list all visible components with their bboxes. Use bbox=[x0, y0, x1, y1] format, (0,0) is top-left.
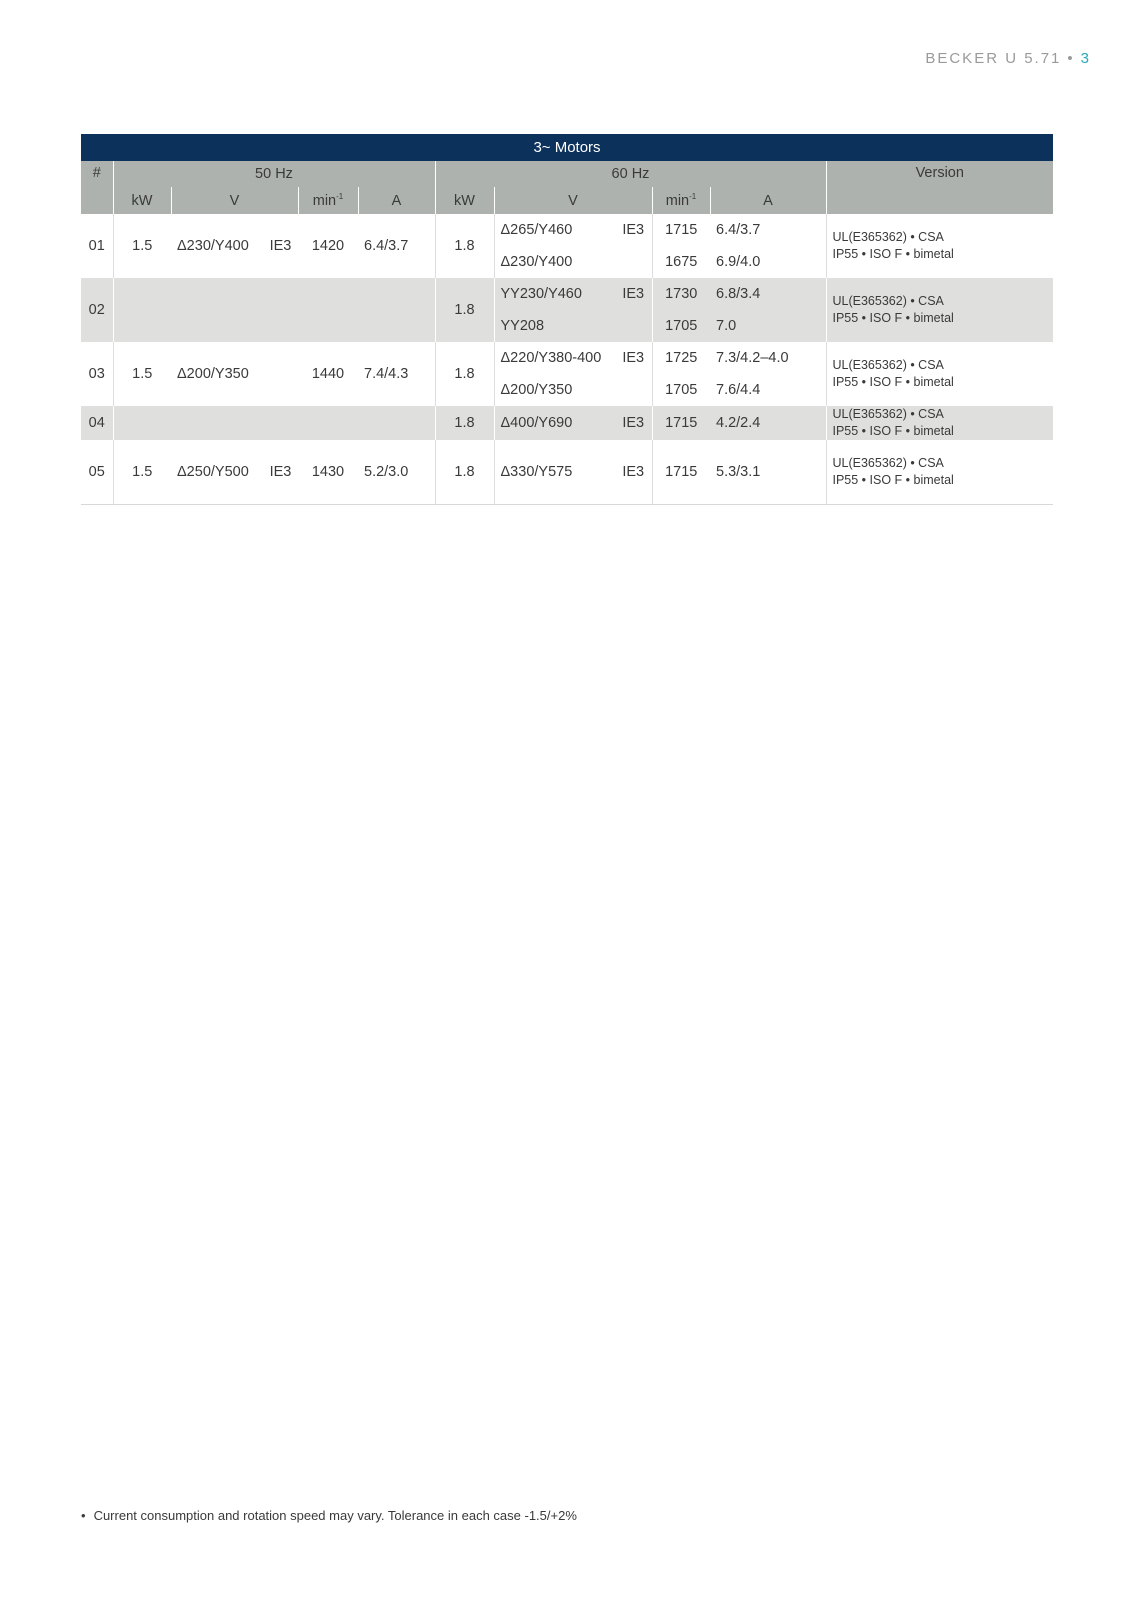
efficiency-60-cell: IE3 bbox=[615, 440, 652, 505]
version-line-protection: IP55 • ISO F • bimetal bbox=[832, 247, 954, 261]
speed-60-cell: 1705 bbox=[652, 310, 710, 342]
brand-model: BECKER U 5.71 bbox=[925, 50, 1062, 67]
voltage-60-cell: YY230/Y460 bbox=[494, 278, 615, 310]
min-exponent: -1 bbox=[689, 192, 697, 201]
kw-60-cell: 1.8 bbox=[435, 342, 494, 406]
current-50-cell bbox=[358, 278, 435, 342]
footnote-text: Current consumption and rotation speed may vary. Tolerance in each case -1.5/+2% bbox=[93, 1508, 577, 1523]
speed-60-cell: 1705 bbox=[652, 374, 710, 406]
version-line-protection: IP55 • ISO F • bimetal bbox=[832, 424, 954, 438]
motors-table bbox=[81, 134, 1053, 505]
row-number: 01 bbox=[88, 238, 105, 254]
efficiency-60-cell bbox=[615, 246, 652, 278]
speed-60-cell: 1715 bbox=[652, 406, 710, 440]
kw-50-cell: 1.5 bbox=[113, 440, 171, 505]
voltage-50-cell bbox=[171, 278, 263, 342]
version-cell bbox=[826, 278, 1053, 342]
speed-60-cell: 1725 bbox=[652, 342, 710, 374]
speed-60-cell: 1715 bbox=[652, 440, 710, 505]
version-cell bbox=[826, 440, 1053, 505]
min-unit: min bbox=[312, 193, 337, 209]
current-60-cell: 7.3/4.2–4.0 bbox=[716, 350, 789, 366]
current-50-cell: 6.4/3.7 bbox=[364, 238, 409, 254]
voltage-60-cell: Δ220/Y380-400 bbox=[494, 342, 615, 374]
voltage-50-cell: Δ200/Y350 bbox=[177, 366, 249, 382]
col-header-a-50: A bbox=[358, 187, 435, 214]
version-line-approvals: UL(E365362) • CSA bbox=[832, 358, 944, 372]
table-row bbox=[81, 278, 1053, 310]
col-group-60hz: 60 Hz bbox=[435, 161, 826, 187]
efficiency-50-cell bbox=[263, 342, 298, 406]
current-60-cell: 6.8/3.4 bbox=[710, 278, 826, 310]
voltage-60-cell: Δ400/Y690 bbox=[494, 406, 615, 440]
table-row bbox=[81, 406, 1053, 440]
current-60-cell: 7.6/4.4 bbox=[716, 382, 761, 398]
version-cell bbox=[826, 406, 1053, 440]
table-title: 3~ Motors bbox=[81, 134, 1053, 161]
voltage-60-cell: Δ230/Y400 bbox=[494, 246, 615, 278]
speed-50-cell: 1430 bbox=[298, 440, 358, 505]
speed-50-cell bbox=[298, 278, 358, 342]
kw-50-cell: 1.5 bbox=[113, 342, 171, 406]
col-header-min-50 bbox=[298, 187, 358, 214]
efficiency-60-cell bbox=[615, 310, 652, 342]
current-60-cell: 5.3/3.1 bbox=[710, 440, 826, 505]
col-header-version: Version bbox=[826, 161, 1053, 214]
efficiency-50-cell: IE3 bbox=[269, 238, 292, 254]
col-group-50hz: 50 Hz bbox=[113, 161, 435, 187]
kw-60-cell: 1.8 bbox=[435, 440, 494, 505]
efficiency-60-cell bbox=[615, 374, 652, 406]
kw-60-cell: 1.8 bbox=[435, 278, 494, 342]
version-line-approvals: UL(E365362) • CSA bbox=[832, 230, 944, 244]
current-60-cell: 4.2/2.4 bbox=[710, 406, 826, 440]
speed-50-cell bbox=[298, 406, 358, 440]
current-50-cell: 5.2/3.0 bbox=[358, 440, 435, 505]
efficiency-50-cell: IE3 bbox=[263, 440, 298, 505]
kw-60-cell: 1.8 bbox=[435, 406, 494, 440]
efficiency-60-cell: IE3 bbox=[615, 278, 652, 310]
row-number: 04 bbox=[81, 406, 113, 440]
kw-50-cell: 1.5 bbox=[113, 214, 171, 278]
col-header-number: # bbox=[81, 161, 113, 214]
page-number: 3 bbox=[1080, 50, 1091, 67]
current-60-cell: 6.9/4.0 bbox=[716, 254, 761, 270]
table-row bbox=[81, 214, 1053, 246]
col-header-kw-60: kW bbox=[435, 187, 494, 214]
voltage-60-cell: Δ330/Y575 bbox=[494, 440, 615, 505]
current-60-cell: 7.0 bbox=[710, 310, 826, 342]
version-line-protection: IP55 • ISO F • bimetal bbox=[832, 473, 954, 487]
version-cell bbox=[826, 342, 1053, 406]
speed-50-cell: 1420 bbox=[311, 238, 345, 254]
min-unit: min bbox=[665, 193, 690, 209]
efficiency-60-cell: IE3 bbox=[622, 350, 645, 366]
current-50-cell: 7.4/4.3 bbox=[364, 366, 409, 382]
min-exponent: -1 bbox=[336, 192, 344, 201]
col-header-min-60 bbox=[652, 187, 710, 214]
footnote bbox=[81, 1508, 577, 1523]
speed-50-cell: 1440 bbox=[311, 366, 345, 382]
row-number: 05 bbox=[81, 440, 113, 505]
table-row bbox=[81, 440, 1053, 505]
current-50-cell bbox=[358, 406, 435, 440]
voltage-60-cell: YY208 bbox=[494, 310, 615, 342]
speed-60-cell: 1715 bbox=[652, 214, 710, 246]
kw-50-cell bbox=[113, 406, 171, 440]
voltage-50-cell bbox=[171, 406, 263, 440]
version-line-protection: IP55 • ISO F • bimetal bbox=[832, 311, 954, 325]
voltage-50-cell: Δ230/Y400 bbox=[177, 238, 249, 254]
voltage-60-cell: Δ265/Y460 bbox=[494, 214, 615, 246]
footnote-bullet: • bbox=[81, 1508, 86, 1523]
col-header-v-50: V bbox=[171, 187, 298, 214]
efficiency-60-cell: IE3 bbox=[615, 406, 652, 440]
col-header-a-60: A bbox=[710, 187, 826, 214]
version-line-approvals: UL(E365362) • CSA bbox=[832, 407, 944, 421]
version-cell bbox=[826, 214, 1053, 278]
efficiency-50-cell bbox=[263, 278, 298, 342]
speed-60-cell: 1730 bbox=[652, 278, 710, 310]
kw-50-cell bbox=[113, 278, 171, 342]
page-header bbox=[925, 50, 1091, 67]
header-separator: • bbox=[1067, 50, 1075, 67]
row-number: 03 bbox=[88, 366, 105, 382]
row-number: 02 bbox=[81, 278, 113, 342]
kw-60-cell: 1.8 bbox=[435, 214, 494, 278]
version-line-protection: IP55 • ISO F • bimetal bbox=[832, 375, 954, 389]
version-line-approvals: UL(E365362) • CSA bbox=[832, 294, 944, 308]
current-60-cell: 6.4/3.7 bbox=[716, 222, 761, 238]
voltage-50-cell: Δ250/Y500 bbox=[171, 440, 263, 505]
voltage-60-cell: Δ200/Y350 bbox=[494, 374, 615, 406]
speed-60-cell: 1675 bbox=[652, 246, 710, 278]
table-row bbox=[81, 342, 1053, 374]
version-line-approvals: UL(E365362) • CSA bbox=[832, 456, 944, 470]
table-body bbox=[81, 214, 1053, 505]
col-header-v-60: V bbox=[494, 187, 652, 214]
efficiency-60-cell: IE3 bbox=[622, 222, 645, 238]
col-header-kw-50: kW bbox=[113, 187, 171, 214]
efficiency-50-cell bbox=[263, 406, 298, 440]
